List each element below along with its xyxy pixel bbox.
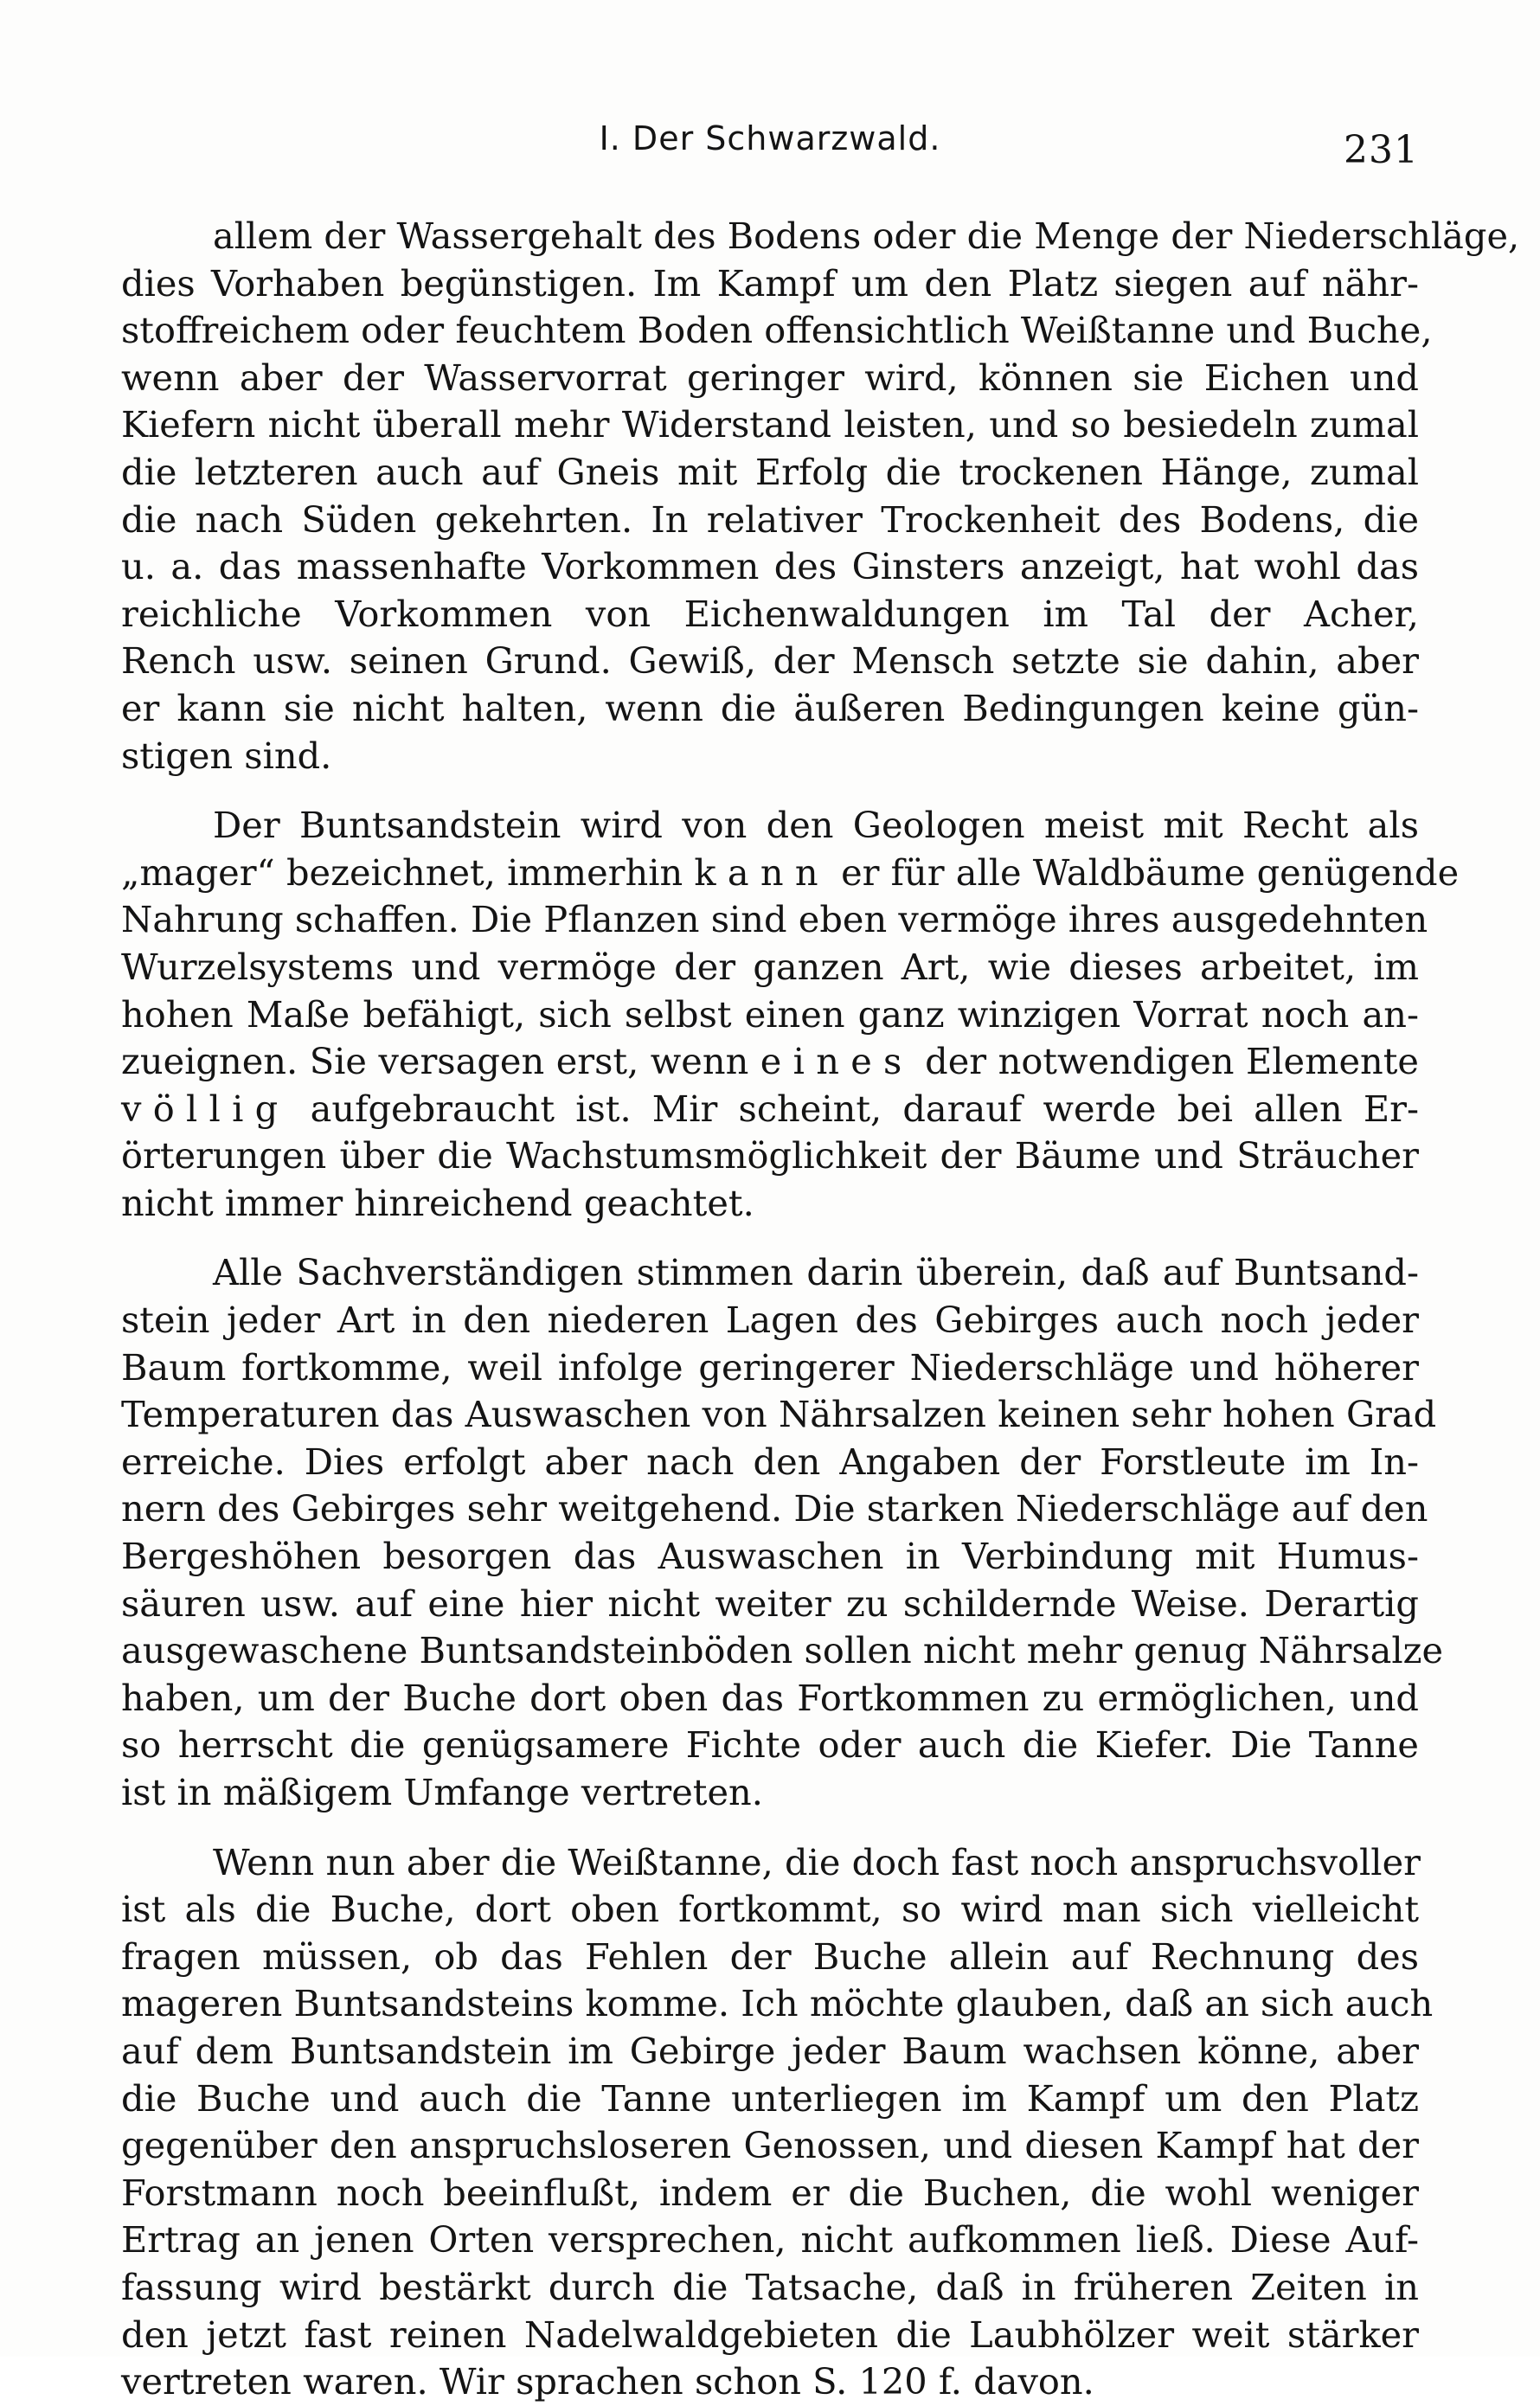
text-line: dies Vorhaben begünstigen. Im Kampf um den Platz siegen auf nähr- <box>121 261 1419 305</box>
paragraph-3 <box>121 1249 1444 1816</box>
text-line: Kiefern nicht überall mehr Widerstand leisten, und so besiedeln zumal <box>121 403 1419 446</box>
text-line: u. a. das massenhafte Vorkommen des Ginsters anzeigt, hat wohl das <box>121 545 1419 588</box>
text-line: so herrscht die genügsamere Fichte oder auch die Kiefer. Die Tanne <box>121 1723 1419 1767</box>
text-line: stigen sind. <box>121 734 332 777</box>
emphasis-spaced: völlig <box>121 1087 290 1130</box>
text-line: gegenüber den anspruchsloseren Genossen, und diesen Kampf hat der <box>121 2124 1419 2167</box>
text-line: reichliche Vorkommen von Eichenwaldungen im Tal der Acher, <box>121 592 1419 635</box>
chapter-title: I. Der Schwarzwald. <box>599 119 941 157</box>
text-line: Der Buntsandstein wird von den Geologen meist mit Recht als <box>213 804 1419 847</box>
text-line: Temperaturen das Auswaschen von Nährsalzen keinen sehr hohen Grad <box>121 1393 1437 1436</box>
text-line: hohen Maße befähigt, sich selbst einen ganz winzigen Vorrat noch an- <box>121 992 1419 1036</box>
text-line: Rench usw. seinen Grund. Gewiß, der Mensch setzte sie dahin, aber <box>121 639 1419 683</box>
text-line: zueignen. Sie versagen erst, wenn eines der notwendigen Elemente <box>121 1040 1419 1083</box>
text-line: stein jeder Art in den niederen Lagen des Gebirges auch noch jeder <box>121 1299 1419 1342</box>
text-line: säuren usw. auf eine hier nicht weiter zu schildernde Weise. Derartig <box>121 1582 1419 1625</box>
text-line: er kann sie nicht halten, wenn die äußeren Bedingungen keine gün- <box>121 686 1419 729</box>
page-number: 231 <box>1344 128 1419 172</box>
text-line: die letzteren auch auf Gneis mit Erfolg die trockenen Hänge, zumal <box>121 450 1419 493</box>
paragraph-2 <box>121 802 1460 1227</box>
emphasis-spaced: kann <box>694 850 830 894</box>
text-line: vertreten waren. Wir sprachen schon S. 120 f. davon. <box>121 2360 1094 2403</box>
text-line: Wurzelsystems und vermöge der ganzen Art, wie dieses arbeitet, im <box>121 945 1419 988</box>
text-line: Alle Sachverständigen stimmen darin überein, daß auf Buntsand- <box>213 1251 1419 1294</box>
paragraph-1 <box>121 213 1520 780</box>
text-line: mageren Buntsandsteins komme. Ich möchte glauben, daß an sich auch <box>121 1982 1434 2025</box>
emphasis-spaced: eines <box>760 1040 914 1083</box>
text-line: stoffreichem oder feuchtem Boden offensichtlich Weißtanne und Buche, <box>121 309 1433 352</box>
text-line: Wenn nun aber die Weißtanne, die doch fast noch anspruchsvoller <box>213 1840 1421 1883</box>
text-line: örterungen über die Wachstumsmöglichkeit der Bäume und Sträucher <box>121 1134 1419 1177</box>
text-line: ist in mäßigem Umfange vertreten. <box>121 1771 763 1813</box>
text-line: auf dem Buntsandstein im Gebirge jeder Baum wachsen könne, aber <box>121 2029 1419 2072</box>
text-line: ausgewaschene Buntsandsteinböden sollen nicht mehr genug Nährsalze <box>121 1629 1444 1672</box>
text-line: nicht immer hinreichend geachtet. <box>121 1181 754 1224</box>
text-line: den jetzt fast reinen Nadelwaldgebieten die Laubhölzer weit stärker <box>121 2313 1419 2356</box>
text-line: fragen müssen, ob das Fehlen der Buche allein auf Rechnung des <box>121 1934 1419 1978</box>
text-line: Baum fortkomme, weil infolge geringerer Niederschläge und höherer <box>121 1345 1419 1389</box>
text-line: erreiche. Dies erfolgt aber nach den Angaben der Forstleute im In- <box>121 1440 1419 1483</box>
text-line: Ertrag an jenen Orten versprechen, nicht aufkommen ließ. Diese Auf- <box>121 2218 1419 2262</box>
text-line: die nach Süden gekehrten. In relativer Trockenheit des Bodens, die <box>121 497 1419 541</box>
text-line: Nahrung schaffen. Die Pflanzen sind eben vermöge ihres ausgedehnten <box>121 898 1428 941</box>
text-line: fassung wird bestärkt durch die Tatsache, daß in früheren Zeiten in <box>121 2265 1419 2308</box>
text-line: wenn aber der Wasservorrat geringer wird, können sie Eichen und <box>121 356 1419 399</box>
text-line: nern des Gebirges sehr weitgehend. Die starken Niederschläge auf den <box>121 1487 1428 1530</box>
text-line: Forstmann noch beeinflußt, indem er die Buchen, die wohl weniger <box>121 2171 1419 2214</box>
text-line: haben, um der Buche dort oben das Fortkommen zu ermöglichen, und <box>121 1676 1419 1719</box>
text-line: Bergeshöhen besorgen das Auswaschen in Verbindung mit Humus- <box>121 1535 1419 1578</box>
body-text <box>121 213 1520 2406</box>
paragraph-4 <box>121 1839 1434 2406</box>
running-head <box>121 119 1419 171</box>
text-line: völlig aufgebraucht ist. Mir scheint, darauf werde bei allen Er- <box>121 1087 1419 1130</box>
text-line: allem der Wassergehalt des Bodens oder die Menge der Niederschläge, <box>213 215 1520 257</box>
text-line: ist als die Buche, dort oben fortkommt, so wird man sich vielleicht <box>121 1888 1419 1931</box>
text-line: die Buche und auch die Tanne unterliegen im Kampf um den Platz <box>121 2076 1419 2120</box>
text-line: „mager“ bezeichnet, immerhin kann er für alle Waldbäume genügende <box>121 850 1460 894</box>
